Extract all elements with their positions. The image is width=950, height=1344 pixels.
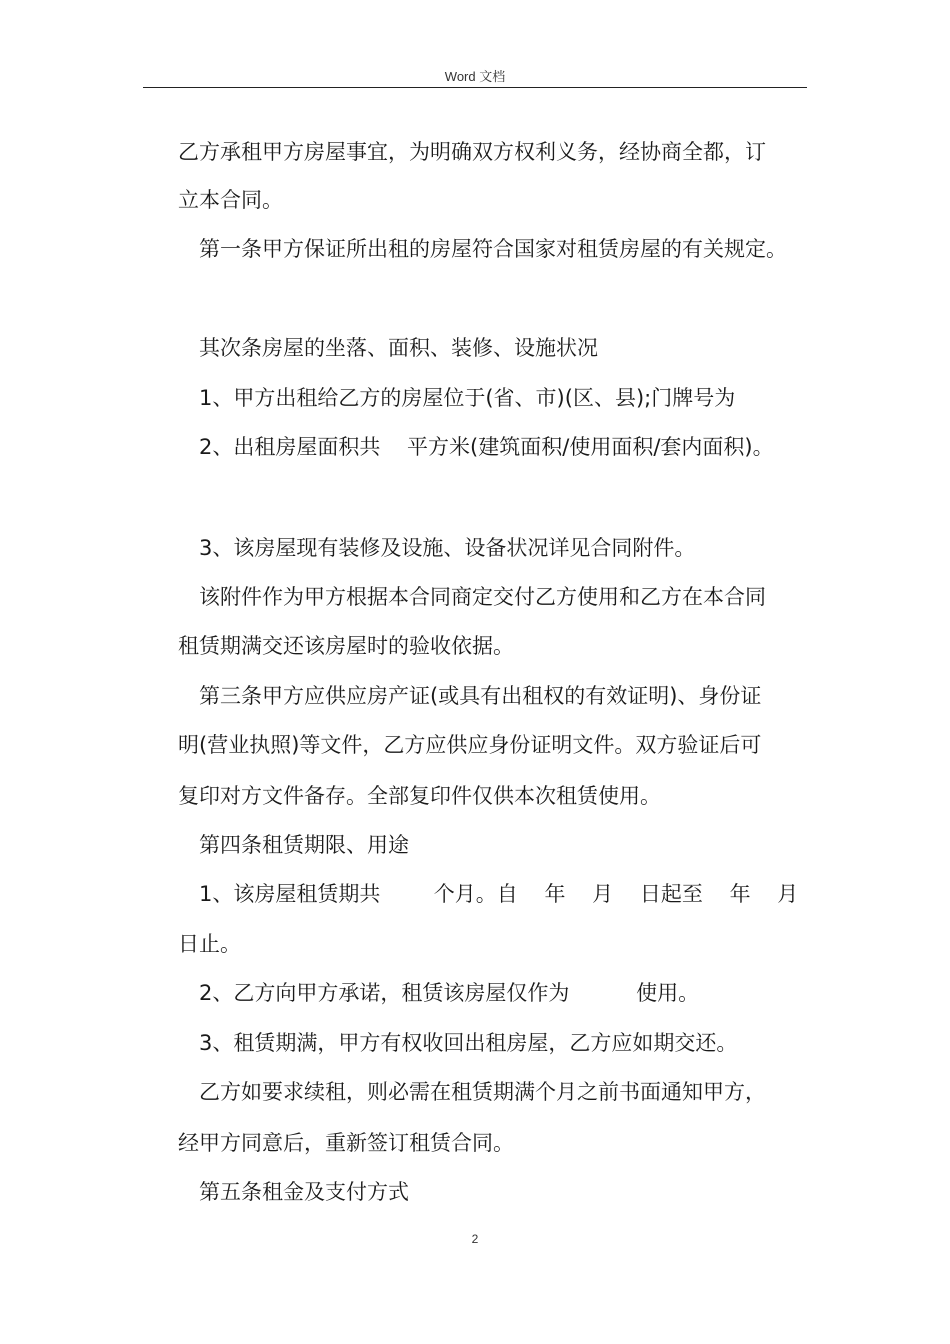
paragraph-line: 3、租赁期满，甲方有权收回出租房屋，乙方应如期交还。 <box>199 1031 738 1055</box>
paragraph-line: 该附件作为甲方根据本合同商定交付乙方使用和乙方在本合同 <box>199 585 766 609</box>
paragraph-line: 第三条甲方应供应房产证(或具有出租权的有效证明)、身份证 <box>199 684 762 708</box>
paragraph-line: 租赁期满交还该房屋时的验收依据。 <box>178 634 514 658</box>
paragraph-line: 第一条甲方保证所出租的房屋符合国家对租赁房屋的有关规定。 <box>199 237 787 261</box>
header-divider <box>143 87 807 88</box>
paragraph-line: 明(营业执照)等文件，乙方应供应身份证明文件。双方验证后可 <box>178 733 762 757</box>
page-header: Word 文档 <box>444 69 506 84</box>
paragraph-line: 第五条租金及支付方式 <box>199 1180 409 1204</box>
paragraph-line: 乙方如要求续租，则必需在租赁期满个月之前书面通知甲方， <box>199 1080 766 1104</box>
paragraph-line: 经甲方同意后，重新签订租赁合同。 <box>178 1131 514 1155</box>
paragraph-line: 其次条房屋的坐落、面积、装修、设施状况 <box>199 336 598 360</box>
paragraph-line: 日止。 <box>178 932 241 956</box>
paragraph-line: 3、该房屋现有装修及设施、设备状况详见合同附件。 <box>199 536 696 560</box>
paragraph-line: 立本合同。 <box>178 188 283 212</box>
paragraph-line: 复印对方文件备存。全部复印件仅供本次租赁使用。 <box>178 784 661 808</box>
paragraph-line: 1、该房屋租赁期共 个月。自 年 月 日起至 年 月 <box>199 882 799 906</box>
paragraph-line: 1、甲方出租给乙方的房屋位于(省、市)(区、县);门牌号为 <box>199 386 736 410</box>
paragraph-line: 2、出租房屋面积共 平方米(建筑面积/使用面积/套内面积)。 <box>199 435 774 459</box>
paragraph-line: 乙方承租甲方房屋事宜，为明确双方权利义务，经协商全都，订 <box>178 140 766 164</box>
paragraph-line: 2、乙方向甲方承诺，租赁该房屋仅作为 使用。 <box>199 981 700 1005</box>
paragraph-line: 第四条租赁期限、用途 <box>199 833 409 857</box>
page-number: 2 <box>471 1232 479 1246</box>
